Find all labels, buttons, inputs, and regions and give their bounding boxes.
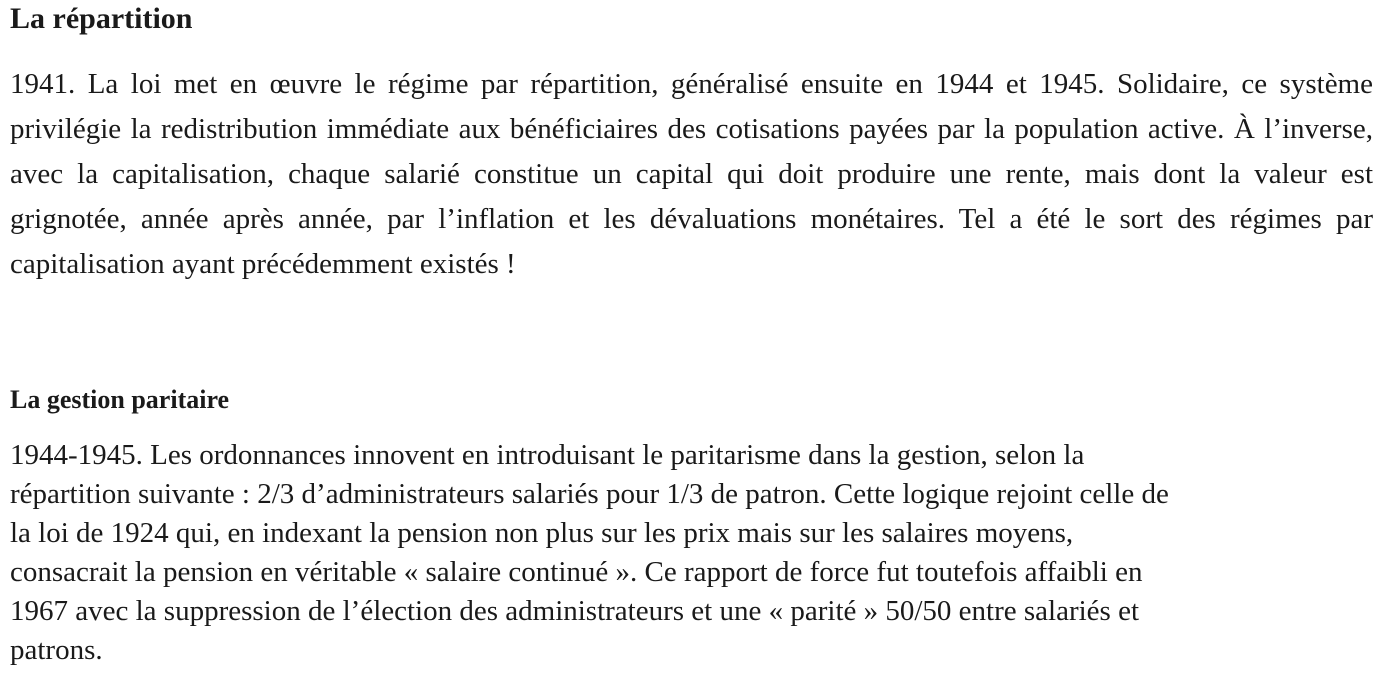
paragraph-line: consacrait la pension en véritable « salaire continué ». Ce rapport de force fut toutefois affaibli en [10,556,1143,588]
paragraph-line: la loi de 1924 qui, en indexant la pension non plus sur les prix mais sur les salaires moyens, [10,517,1074,549]
paragraph-line: 1967 avec la suppression de l’élection des administrateurs et une « parité » 50/50 entre salariés et [10,595,1140,627]
paragraph-gestion-paritaire [10,436,1373,670]
paragraph-repartition: 1941. La loi met en œuvre le régime par répartition, généralisé ensuite en 1944 et 1945. Solidaire, ce système privilégie la redistribution immédiate aux bénéficiaires des cotisations payées par la population active. À l’inverse, avec la capitalisation, chaque salarié constitue un capital qui doit produire une rente, mais dont la valeur est grignotée, année après année, par l’inflation et les dévaluations monétaires. Tel a été le sort des régimes par capitalisation ayant précédemment existés ! [10,68,1373,280]
paragraph-line: patrons. [10,634,103,666]
section-heading-gestion-paritaire: La gestion paritaire [10,385,230,414]
paragraph-line: répartition suivante : 2/3 d’administrateurs salariés pour 1/3 de patron. Cette logique rejoint celle de [10,478,1169,510]
paragraph-line: 1944-1945. Les ordonnances innovent en introduisant le paritarisme dans la gestion, selon la [10,439,1085,471]
section-heading-repartition: La répartition [10,2,193,35]
